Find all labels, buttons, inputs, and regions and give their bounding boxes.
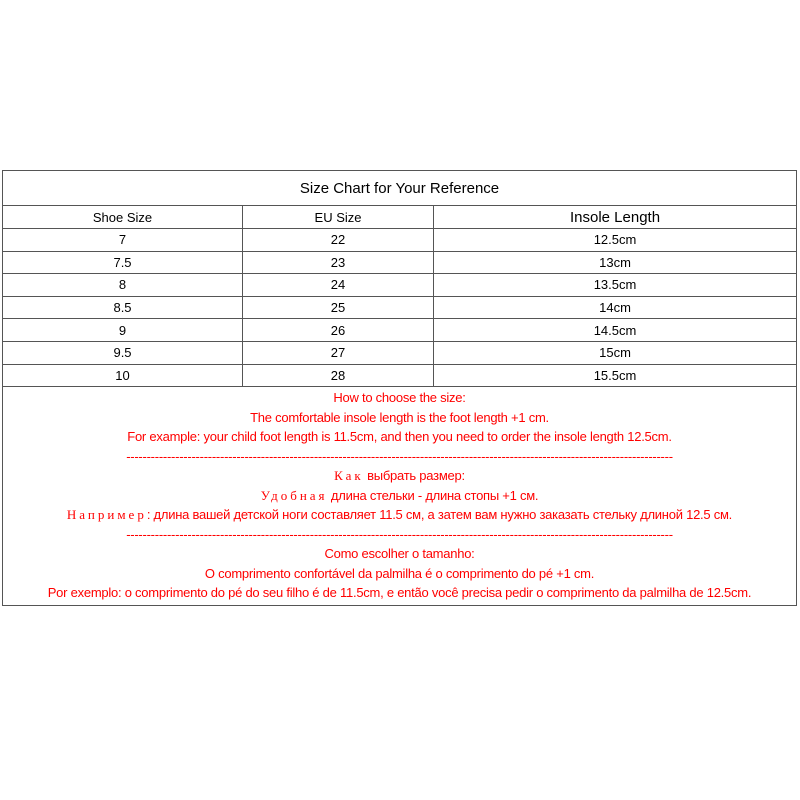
size-notes [3,387,797,606]
table-row [3,341,797,364]
note-pt-example: Por exemplo: o comprimento do pé do seu filho é de 11.5cm, e então você precisa pedir o comprimento da palmilha de 12.5cm. [47,585,752,601]
cell-insole-length: 15cm [434,341,797,364]
note-ru-heading-a: Как [334,468,364,484]
header-row [3,206,797,229]
note-en-example: For example: your child foot length is 11.5cm, and then you need to order the insole length 12.5cm. [127,429,672,445]
note-pt-heading: Como escolher o tamanho: [324,546,475,562]
note-ru-heading-b: выбрать размер: [363,468,465,484]
cell-eu-size: 22 [243,229,434,252]
cell-shoe-size: 7 [3,229,243,252]
size-chart-table [2,170,797,606]
table-row [3,251,797,274]
header-shoe-size: Shoe Size [3,206,243,229]
divider: -------------------------------------------------------------------------------------------------------------------------------------- [126,448,673,464]
note-ru-rule-b: длина стельки - длина стопы +1 см. [327,487,539,503]
cell-eu-size: 24 [243,274,434,297]
note-ru-example [3,505,796,525]
cell-insole-length: 12.5cm [434,229,797,252]
cell-shoe-size: 8.5 [3,296,243,319]
note-en-rule: The comfortable insole length is the foot length +1 cm. [250,409,549,425]
cell-insole-length: 15.5cm [434,364,797,387]
cell-insole-length: 14cm [434,296,797,319]
note-ru-rule [3,486,796,506]
cell-shoe-size: 9.5 [3,341,243,364]
note-ru-rule-a: Удобная [260,487,328,503]
table-row [3,364,797,387]
cell-eu-size: 28 [243,364,434,387]
note-ru-example-b: : длина вашей детской ноги составляет 11.5 см, а затем вам нужно заказать стельку длиной 12.5 см. [146,507,733,523]
note-pt-rule: O comprimento confortável da palmilha é o comprimento do pé +1 cm. [204,565,595,581]
cell-eu-size: 23 [243,251,434,274]
cell-eu-size: 27 [243,341,434,364]
cell-eu-size: 25 [243,296,434,319]
header-eu-size: EU Size [243,206,434,229]
table-row [3,296,797,319]
header-insole-length: Insole Length [434,206,797,229]
cell-insole-length: 14.5cm [434,319,797,342]
divider: -------------------------------------------------------------------------------------------------------------------------------------- [126,526,673,542]
cell-shoe-size: 8 [3,274,243,297]
note-ru-example-a: Например [66,507,147,523]
cell-insole-length: 13.5cm [434,274,797,297]
cell-shoe-size: 10 [3,364,243,387]
table-row [3,229,797,252]
note-ru-heading [3,466,796,486]
cell-shoe-size: 7.5 [3,251,243,274]
note-en-heading: How to choose the size: [333,390,466,406]
cell-shoe-size: 9 [3,319,243,342]
table-row [3,319,797,342]
table-row [3,274,797,297]
cell-eu-size: 26 [243,319,434,342]
table-title: Size Chart for Your Reference [3,171,797,206]
cell-insole-length: 13cm [434,251,797,274]
